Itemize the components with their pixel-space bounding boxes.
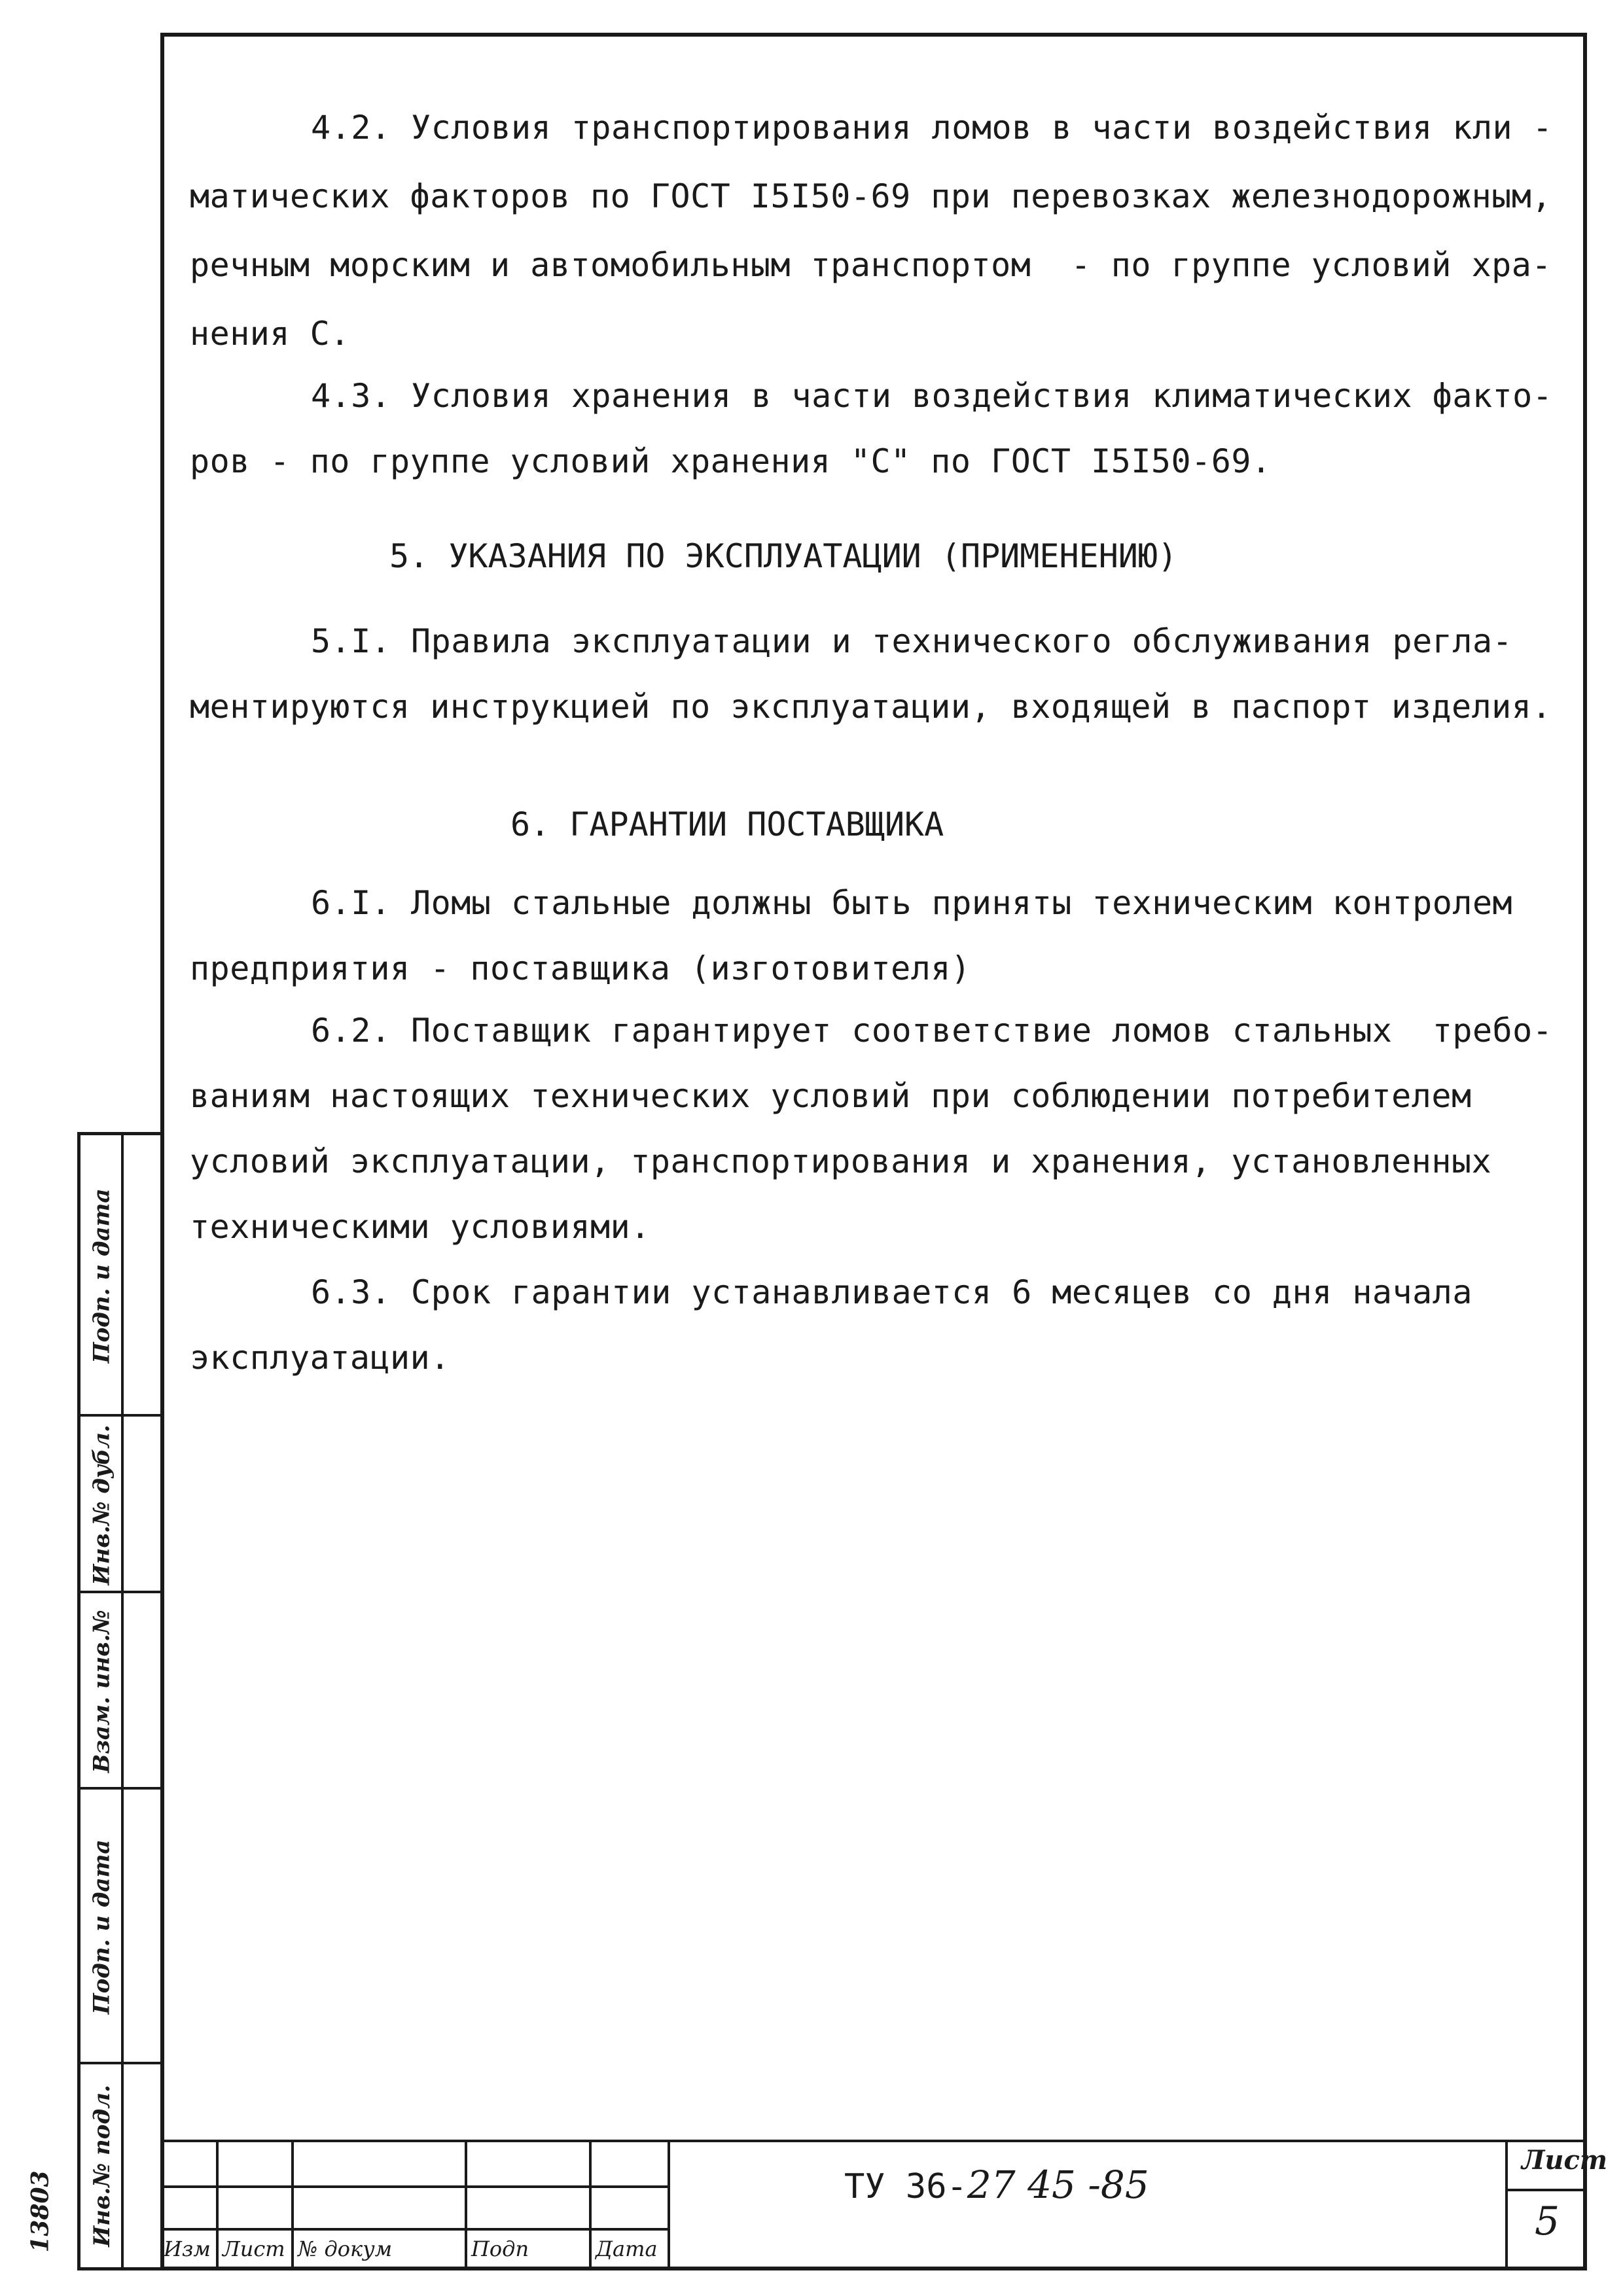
- para-4-3-line-1: 4.3. Условия хранения в части воздействия климатических факто-: [311, 377, 1553, 415]
- para-5-1-line-1: 5.I. Правила эксплуатации и технического обслуживания регла-: [311, 622, 1513, 660]
- para-6-1-line-1: 6.I. Ломы стальные должны быть приняты техническим контролем: [311, 884, 1513, 922]
- section-6-heading: 6. ГАРАНТИИ ПОСТАВЩИКА: [510, 805, 944, 843]
- inventory-number: 13803: [27, 2170, 54, 2253]
- label-inv-orig: Инв.№ подл.: [89, 2085, 116, 2247]
- title-block-col-line-3: [465, 2140, 467, 2270]
- label-replace-inv: Взам. инв.№: [89, 1610, 115, 1773]
- sheet-label: Лист: [1522, 2145, 1608, 2176]
- para-6-2-line-1: 6.2. Поставщик гарантирует соответствие ломов стальных требо-: [311, 1012, 1553, 1050]
- para-6-2-line-4: техническими условиями.: [190, 1208, 651, 1246]
- col-change-label: Изм: [164, 2236, 211, 2261]
- doc-code-handwritten: 27 45 -85: [967, 2163, 1149, 2207]
- para-4-2-line-4: нения С.: [190, 315, 350, 353]
- document-designation: [844, 2163, 1149, 2207]
- label-sign-date-top: Подп. и дата: [89, 1188, 116, 1364]
- para-4-2-line-3: речным морским и автомобильным транспортом - по группе условий хра-: [190, 246, 1552, 284]
- title-block-col-line-4: [589, 2140, 592, 2270]
- col-sheet-label: Лист: [223, 2236, 285, 2261]
- sheet-box-divider: [1505, 2189, 1587, 2191]
- side-stamp: [77, 1132, 160, 2270]
- col-sign-label: Подп: [471, 2236, 529, 2261]
- title-block-col-line-2: [291, 2140, 294, 2270]
- doc-code-prefix: ТУ 36-: [844, 2167, 967, 2206]
- para-6-3-line-2: эксплуатации.: [190, 1339, 450, 1377]
- para-4-2-line-1: 4.2. Условия транспортирования ломов в части воздействия кли -: [311, 109, 1553, 147]
- col-date-label: Дата: [596, 2236, 658, 2261]
- section-5-heading: 5. УКАЗАНИЯ ПО ЭКСПЛУАТАЦИИ (ПРИМЕНЕНИЮ): [389, 537, 1178, 575]
- col-doc-label: № докум: [298, 2236, 393, 2261]
- title-block-top-line: [160, 2140, 1587, 2142]
- label-inv-dup: Инв.№ дубл.: [89, 1424, 115, 1585]
- para-6-2-line-2: ваниям настоящих технических условий при соблюдении потребителем: [190, 1077, 1472, 1115]
- title-block-col-line-6: [1505, 2140, 1508, 2270]
- para-5-1-line-2: ментируются инструкцией по эксплуатации, входящей в паспорт изделия.: [190, 688, 1552, 726]
- para-6-1-line-2: предприятия - поставщика (изготовителя): [190, 949, 971, 987]
- para-6-3-line-1: 6.3. Срок гарантии устанавливается 6 месяцев со дня начала: [311, 1273, 1472, 1311]
- para-6-2-line-3: условий эксплуатации, транспортирования и хранения, установленных: [190, 1142, 1492, 1180]
- para-4-3-line-2: ров - по группе условий хранения "С" по ГОСТ I5I50-69.: [190, 442, 1272, 480]
- para-4-2-line-2: матических факторов по ГОСТ I5I50-69 при перевозках железнодорожным,: [190, 177, 1552, 215]
- sheet-number: 5: [1535, 2199, 1560, 2244]
- title-block-col-line-5: [668, 2140, 670, 2270]
- label-sign-date-bottom: Подп. и дата: [89, 1839, 116, 2015]
- title-block-col-line-1: [216, 2140, 219, 2270]
